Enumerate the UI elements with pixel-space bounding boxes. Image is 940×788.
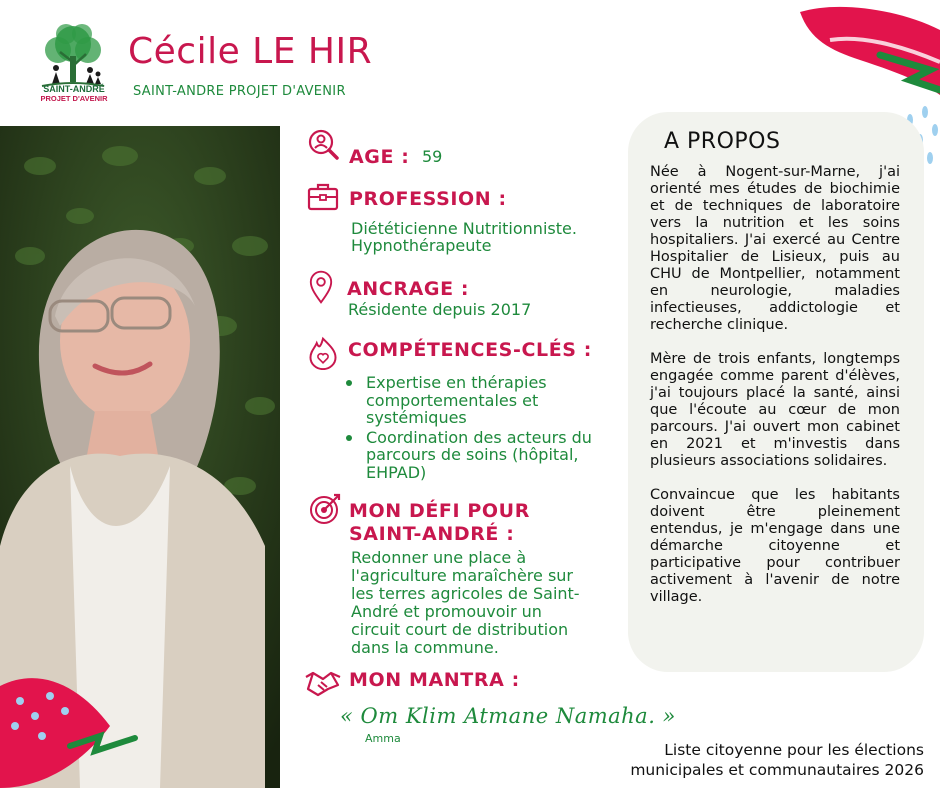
location-pin-icon (304, 270, 338, 304)
defi-line: Redonner une place à (351, 548, 527, 567)
competence-item: Expertise en thérapies comportementales et systémiques (346, 374, 636, 427)
competences-list (346, 374, 636, 483)
apropos-text (650, 164, 900, 623)
competences-label: COMPÉTENCES-CLÉS : (348, 339, 592, 361)
logo-caption (36, 84, 112, 103)
defi-line: dans la commune. (351, 638, 499, 657)
defi-line: les terres agricoles de Saint- (351, 584, 580, 603)
age-value: 59 (422, 147, 443, 166)
profession-label: PROFESSION : (349, 188, 507, 210)
candidate-name: Cécile LE HIR (128, 31, 373, 72)
footer-line-1: Liste citoyenne pour les élections (664, 741, 924, 759)
defi-line: André et promouvoir un (351, 602, 542, 621)
apropos-title: A PROPOS (664, 129, 781, 154)
apropos-paragraph: Née à Nogent-sur-Marne, j'ai orienté mes études de biochimie et de techniques de laboratoire vers la nutrition et les soins hospitaliers. J'ai exercé au Centre Hospitalier de Lisieux, puis au CHU de Montpellier, notamment en neurologie, maladies infectieuses, addictologie et recherche clinique. (650, 164, 900, 333)
mantra-author: Amma (365, 732, 401, 745)
ancrage-label: ANCRAGE : (347, 278, 470, 300)
footer (630, 740, 924, 780)
logo-line-1: SAINT-ANDRÉ (43, 84, 105, 94)
logo-line-2: PROJET D'AVENIR (40, 94, 108, 103)
apropos-paragraph: Mère de trois enfants, longtemps engagée comme parent d'élèves, j'ai toujours placé la santé, ainsi que l'écoute au cœur de mon parcours. J'ai ouvert mon cabinet en 2021 et m'investis dans plusieurs associations solidaires. (650, 351, 900, 469)
profession-line-2: Hypnothérapeute (351, 236, 492, 255)
competence-item: Coordination des acteurs du parcours de soins (hôpital, EHPAD) (346, 429, 636, 482)
target-icon (308, 492, 342, 526)
handshake-icon (304, 665, 342, 699)
footer-line-2: municipales et communautaires 2026 (630, 761, 924, 779)
heart-flame-icon (306, 336, 340, 370)
age-label: AGE : (349, 146, 410, 168)
briefcase-icon (306, 180, 340, 214)
defi-line: circuit court de distribution (351, 620, 569, 639)
candidate-photo (0, 126, 280, 788)
magnifier-person-icon (306, 128, 340, 162)
ancrage-value: Résidente depuis 2017 (348, 300, 532, 319)
defi-label-line-1: MON DÉFI POUR (349, 500, 530, 522)
list-subtitle: SAINT-ANDRE PROJET D'AVENIR (133, 84, 346, 99)
mantra-label: MON MANTRA : (349, 669, 520, 691)
defi-line: l'agriculture maraîchère sur (351, 566, 573, 585)
defi-label-line-2: SAINT-ANDRÉ : (349, 523, 515, 545)
apropos-paragraph: Convaincue que les habitants doivent être pleinement entendus, je m'engage dans une démarche citoyenne et participative pour contribuer activement à l'avenir de notre village. (650, 487, 900, 605)
mantra-text: « Om Klim Atmane Namaha. » (340, 704, 676, 728)
profession-line-1: Diététicienne Nutritionniste. (351, 219, 577, 238)
